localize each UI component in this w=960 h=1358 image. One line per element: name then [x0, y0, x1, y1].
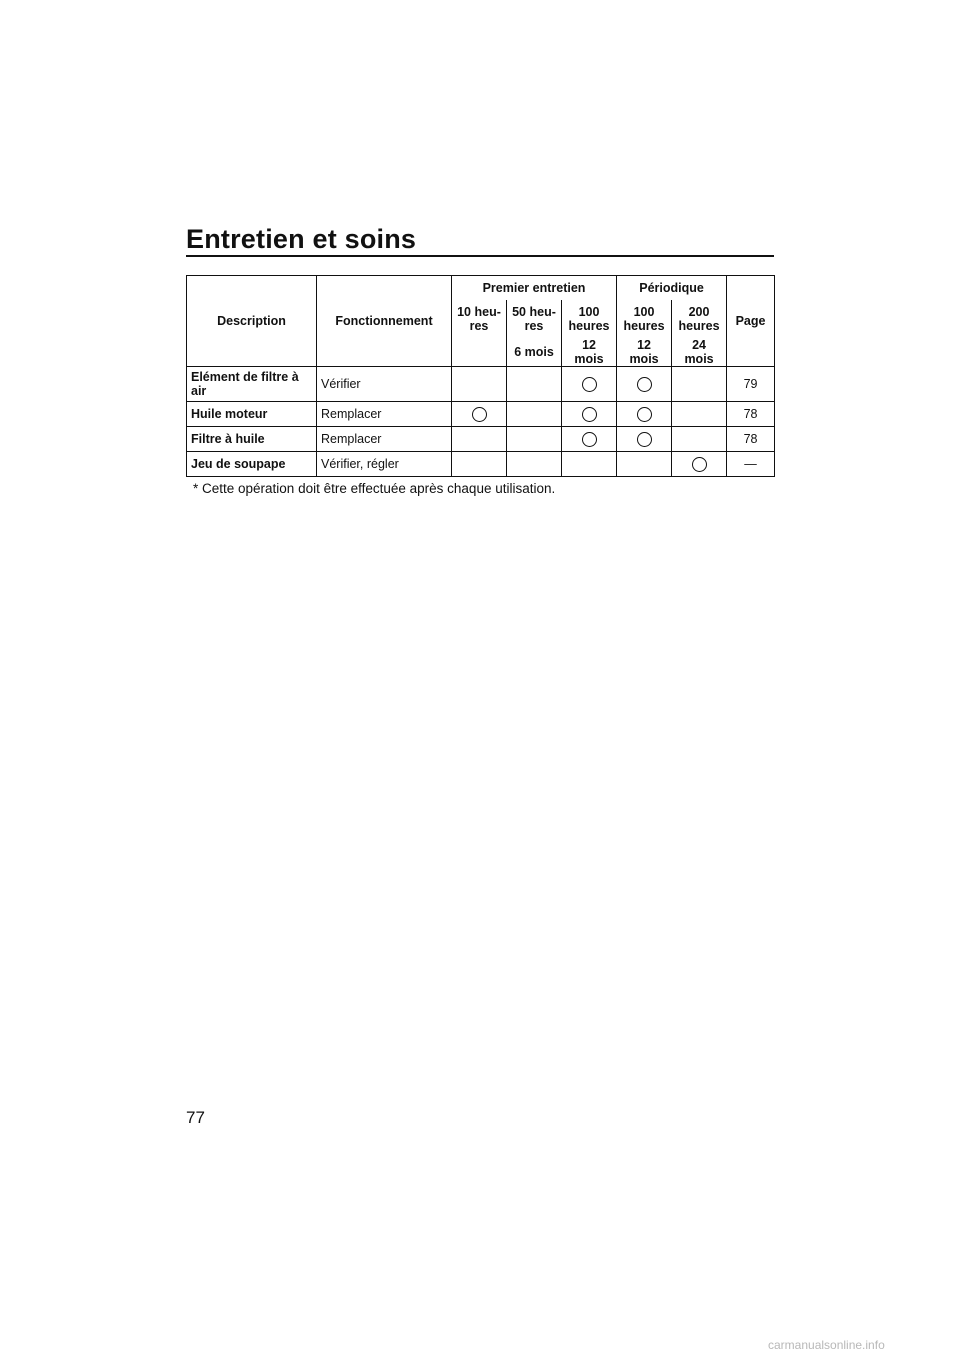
- interval-cell: [507, 452, 562, 477]
- interval-cell: [562, 367, 617, 402]
- row-description: Jeu de soupape: [187, 452, 317, 477]
- table-row: [187, 427, 775, 452]
- maintenance-table: [186, 275, 775, 477]
- row-operation: Remplacer: [317, 427, 452, 452]
- interval-cell: [452, 402, 507, 427]
- circle-mark-icon: [582, 432, 597, 447]
- interval-cell: [452, 452, 507, 477]
- interval-months-4: 24 mois: [672, 338, 727, 367]
- interval-cell: [507, 367, 562, 402]
- header-operation: Fonctionnement: [317, 276, 452, 367]
- interval-cell: [562, 402, 617, 427]
- row-page: 78: [727, 402, 775, 427]
- interval-hours-0: 10 heu- res: [452, 300, 507, 338]
- circle-mark-icon: [637, 377, 652, 392]
- interval-hours-1: 50 heu- res: [507, 300, 562, 338]
- row-page: —: [727, 452, 775, 477]
- circle-mark-icon: [637, 407, 652, 422]
- interval-cell: [452, 427, 507, 452]
- circle-mark-icon: [582, 407, 597, 422]
- interval-cell: [617, 367, 672, 402]
- interval-hours-4: 200 heures: [672, 300, 727, 338]
- row-description: Elément de filtre à air: [187, 367, 317, 402]
- interval-cell: [562, 427, 617, 452]
- header-page: Page: [727, 276, 775, 367]
- circle-mark-icon: [692, 457, 707, 472]
- circle-mark-icon: [582, 377, 597, 392]
- interval-cell: [452, 367, 507, 402]
- interval-months-2: 12 mois: [562, 338, 617, 367]
- table-row: [187, 402, 775, 427]
- interval-cell: [617, 427, 672, 452]
- table-row: [187, 452, 775, 477]
- interval-cell: [507, 427, 562, 452]
- interval-cell: [617, 452, 672, 477]
- watermark: carmanualsonline.info: [768, 1338, 885, 1352]
- row-operation: Vérifier: [317, 367, 452, 402]
- interval-months-3: 12 mois: [617, 338, 672, 367]
- interval-cell: [672, 452, 727, 477]
- page-title: Entretien et soins: [186, 224, 417, 254]
- row-page: 79: [727, 367, 775, 402]
- row-page: 78: [727, 427, 775, 452]
- row-description: Filtre à huile: [187, 427, 317, 452]
- title-divider: [186, 255, 774, 257]
- interval-hours-2: 100 heures: [562, 300, 617, 338]
- interval-months-1: 6 mois: [507, 338, 562, 367]
- interval-cell: [617, 402, 672, 427]
- header-initial-service: Premier entretien: [452, 276, 617, 301]
- interval-cell: [672, 367, 727, 402]
- row-description: Huile moteur: [187, 402, 317, 427]
- footnote: * Cette opération doit être effectuée après chaque utilisation.: [193, 481, 556, 496]
- header-periodic: Périodique: [617, 276, 727, 301]
- interval-hours-3: 100 heures: [617, 300, 672, 338]
- header-description: Description: [187, 276, 317, 367]
- page-number: 77: [186, 1108, 205, 1127]
- interval-cell: [672, 402, 727, 427]
- table-row: [187, 367, 775, 402]
- interval-months-0: [452, 338, 507, 367]
- circle-mark-icon: [472, 407, 487, 422]
- row-operation: Vérifier, régler: [317, 452, 452, 477]
- circle-mark-icon: [637, 432, 652, 447]
- interval-cell: [672, 427, 727, 452]
- row-operation: Remplacer: [317, 402, 452, 427]
- interval-cell: [507, 402, 562, 427]
- interval-cell: [562, 452, 617, 477]
